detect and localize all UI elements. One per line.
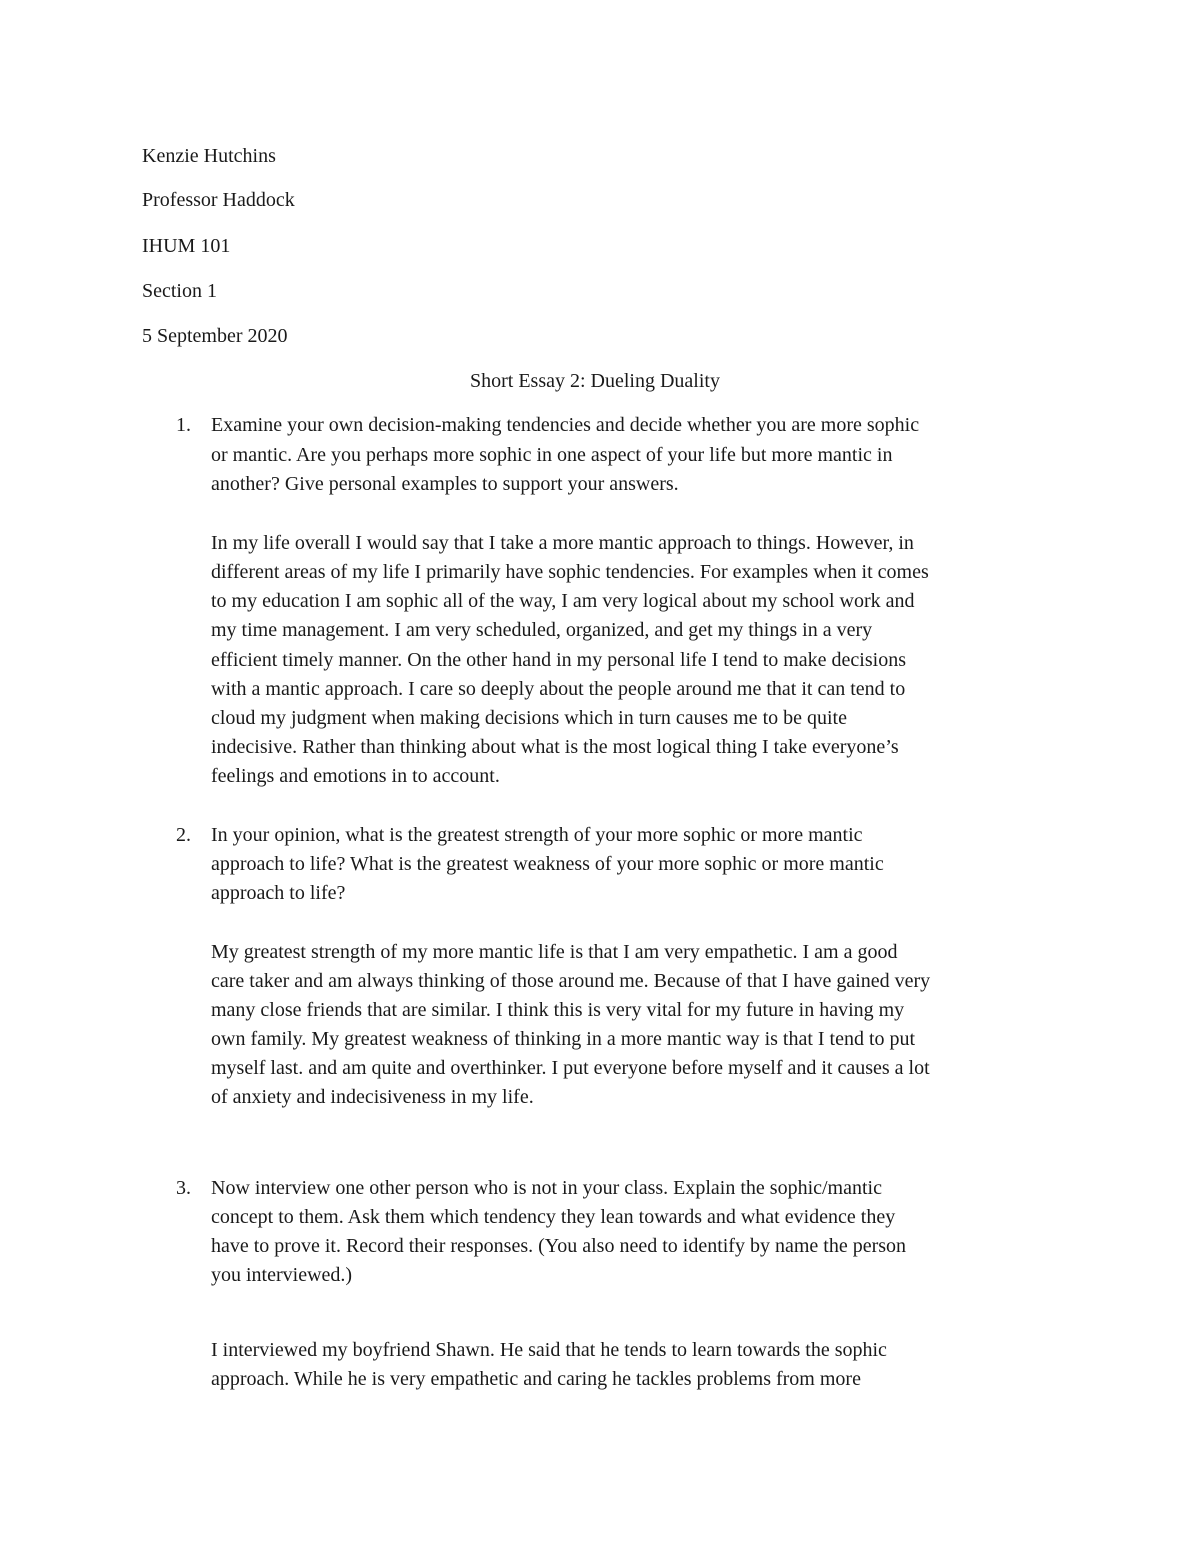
essay-title: Short Essay 2: Dueling Duality bbox=[470, 370, 720, 392]
question-prompt-line: concept to them. Ask them which tendency they lean towards and what evidence they bbox=[211, 1206, 896, 1228]
answer-line: feelings and emotions in to account. bbox=[211, 765, 500, 787]
question-prompt-line: another? Give personal examples to support your answers. bbox=[211, 473, 679, 495]
question-number: 1. bbox=[176, 414, 191, 436]
answer-line: My greatest strength of my more mantic life is that I am very empathetic. I am a good bbox=[211, 941, 898, 963]
answer-line: I interviewed my boyfriend Shawn. He said that he tends to learn towards the sophic bbox=[211, 1339, 887, 1361]
answer-line: of anxiety and indecisiveness in my life. bbox=[211, 1086, 534, 1108]
question-prompt-line: or mantic. Are you perhaps more sophic in one aspect of your life but more mantic in bbox=[211, 444, 893, 466]
question-prompt-line: In your opinion, what is the greatest strength of your more sophic or more mantic bbox=[211, 824, 863, 846]
answer-line: care taker and am always thinking of those around me. Because of that I have gained very bbox=[211, 970, 931, 992]
question-prompt-line: Now interview one other person who is not in your class. Explain the sophic/mantic bbox=[211, 1177, 882, 1199]
question-prompt-line: you interviewed.) bbox=[211, 1264, 353, 1286]
question-prompt-line: Examine your own decision-making tendencies and decide whether you are more sophic bbox=[211, 414, 920, 436]
answer-line: cloud my judgment when making decisions which in turn causes me to be quite bbox=[211, 707, 847, 729]
answer-line: approach. While he is very empathetic and caring he tackles problems from more bbox=[211, 1368, 861, 1390]
answer-line: efficient timely manner. On the other hand in my personal life I tend to make decisions bbox=[211, 649, 906, 671]
question-prompt-line: approach to life? bbox=[211, 882, 346, 904]
question-prompt-line: have to prove it. Record their responses. (You also need to identify by name the person bbox=[211, 1235, 907, 1257]
answer-line: own family. My greatest weakness of thinking in a more mantic way is that I tend to put bbox=[211, 1028, 916, 1050]
answer-line: In my life overall I would say that I take a more mantic approach to things. However, in bbox=[211, 532, 914, 554]
answer-line: different areas of my life I primarily have sophic tendencies. For examples when it comes bbox=[211, 561, 929, 583]
answer-line: indecisive. Rather than thinking about what is the most logical thing I take everyone’s bbox=[211, 736, 899, 758]
answer-line: my time management. I am very scheduled, organized, and get my things in a very bbox=[211, 619, 873, 641]
section-label: Section 1 bbox=[142, 280, 217, 302]
student-name: Kenzie Hutchins bbox=[142, 145, 276, 167]
answer-line: to my education I am sophic all of the way, I am very logical about my school work and bbox=[211, 590, 915, 612]
answer-line: with a mantic approach. I care so deeply about the people around me that it can tend to bbox=[211, 678, 906, 700]
question-number: 2. bbox=[176, 824, 191, 846]
course-code: IHUM 101 bbox=[142, 235, 231, 257]
question-number: 3. bbox=[176, 1177, 191, 1199]
professor-name: Professor Haddock bbox=[142, 189, 295, 211]
date-label: 5 September 2020 bbox=[142, 325, 288, 347]
answer-line: many close friends that are similar. I think this is very vital for my future in having my bbox=[211, 999, 905, 1021]
answer-line: myself last. and am quite and overthinker. I put everyone before myself and it causes a lot bbox=[211, 1057, 930, 1079]
question-prompt-line: approach to life? What is the greatest weakness of your more sophic or more mantic bbox=[211, 853, 884, 875]
